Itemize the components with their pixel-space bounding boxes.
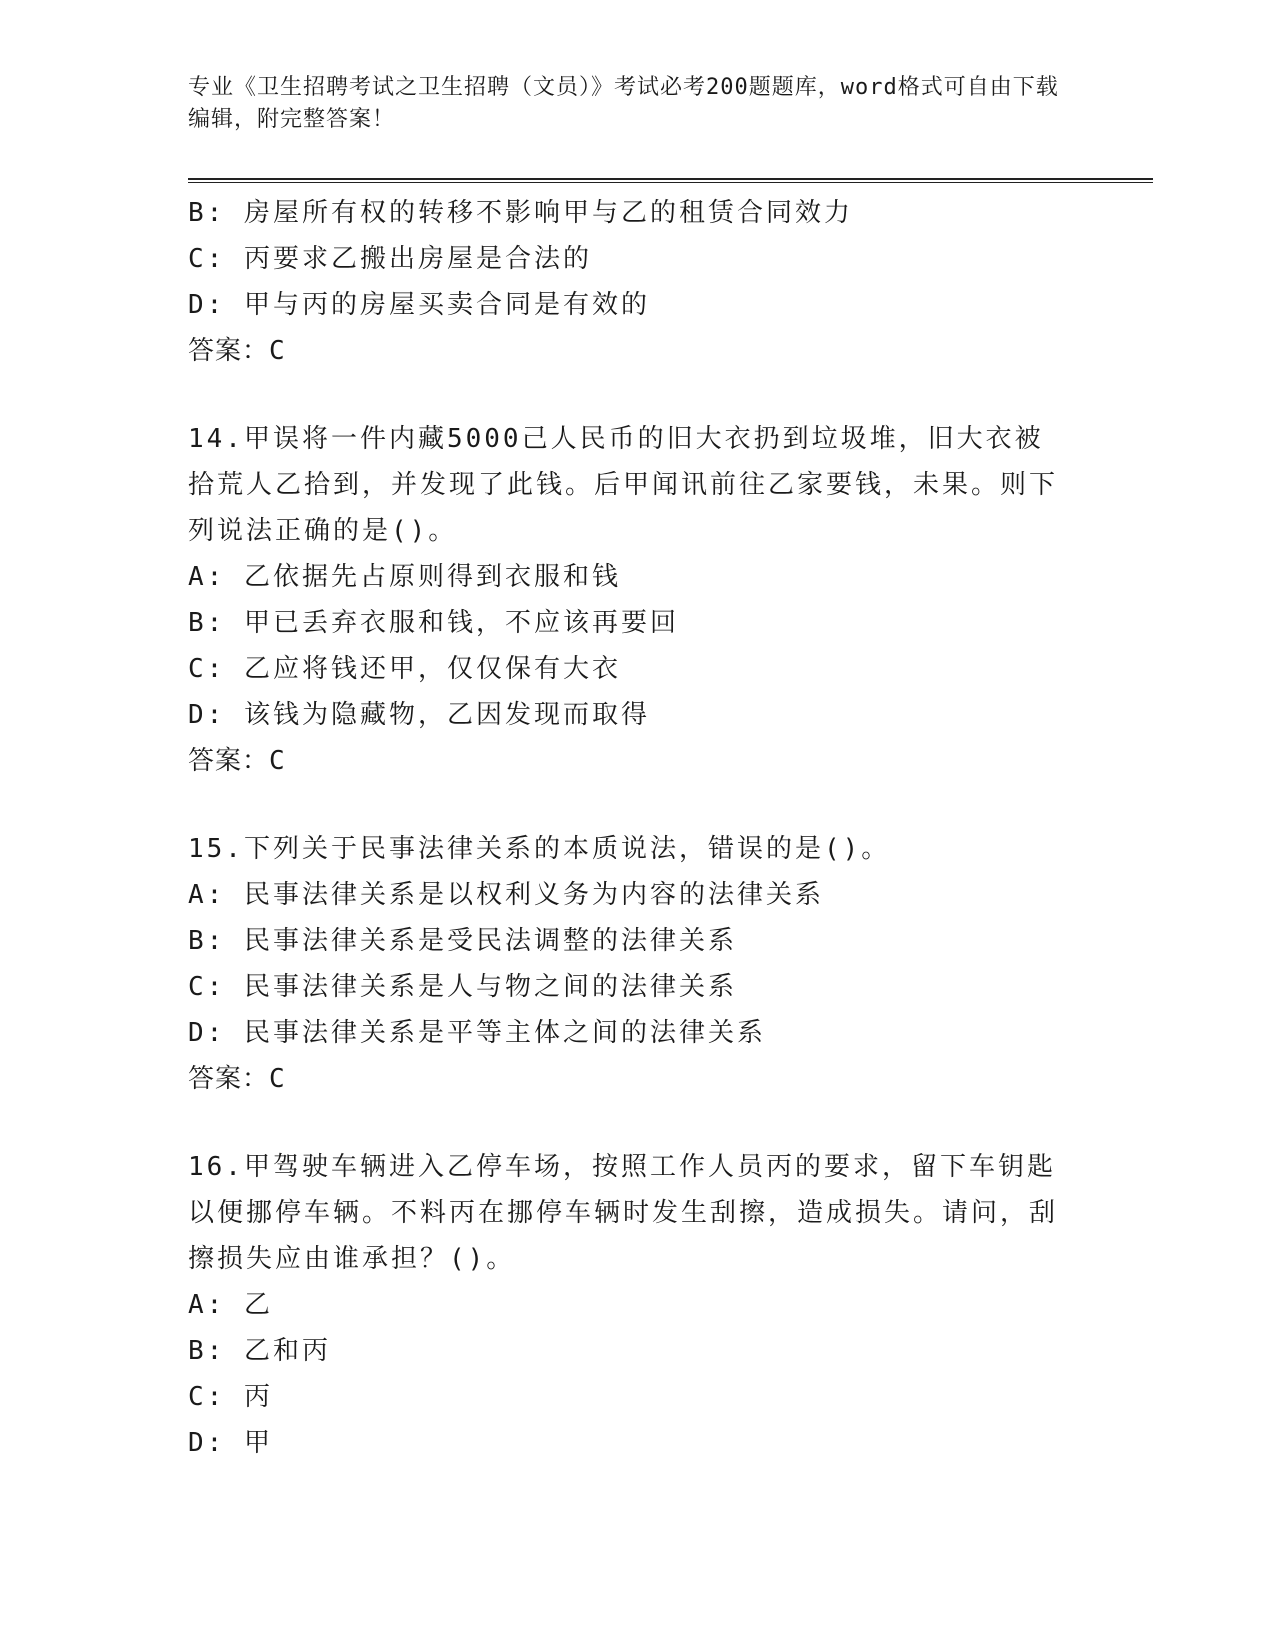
option-c: C: 乙应将钱还甲，仅仅保有大衣 xyxy=(188,654,621,684)
header-divider xyxy=(188,178,1153,183)
answer: 答案：C xyxy=(188,336,286,366)
page-header: 专业《卫生招聘考试之卫生招聘（文员）》考试必考200题题库，word格式可自由下载编辑，附完整答案！ xyxy=(188,75,1059,132)
option-b: B: 民事法律关系是受民法调整的法律关系 xyxy=(188,926,737,956)
option-b: B: 房屋所有权的转移不影响甲与乙的租赁合同效力 xyxy=(188,198,853,228)
option-b: B: 乙和丙 xyxy=(188,1336,331,1366)
option-d: D: 民事法律关系是平等主体之间的法律关系 xyxy=(188,1018,766,1048)
option-d: D: 甲 xyxy=(188,1428,273,1458)
question-text: 14.甲误将一件内藏5000己人民币的旧大衣扔到垃圾堆，旧大衣被拾荒人乙拾到，并发现了此钱。后甲闻讯前往乙家要钱，未果。则下列说法正确的是()。 xyxy=(188,424,1059,546)
question-16 xyxy=(188,1144,1088,1466)
option-c: C: 丙要求乙搬出房屋是合法的 xyxy=(188,244,592,274)
option-a: A: 民事法律关系是以权利义务为内容的法律关系 xyxy=(188,880,824,910)
spacer xyxy=(188,784,1088,826)
question-14 xyxy=(188,416,1088,784)
document-content xyxy=(188,190,1088,1466)
option-d: D: 该钱为隐藏物，乙因发现而取得 xyxy=(188,700,650,730)
question-15 xyxy=(188,826,1088,1102)
question-text: 16.甲驾驶车辆进入乙停车场，按照工作人员丙的要求，留下车钥匙以便挪停车辆。不料丙在挪停车辆时发生刮擦，造成损失。请问，刮擦损失应由谁承担？()。 xyxy=(188,1152,1059,1274)
question-text: 15.下列关于民事法律关系的本质说法，错误的是()。 xyxy=(188,834,891,864)
option-d: D: 甲与丙的房屋买卖合同是有效的 xyxy=(188,290,650,320)
option-a: A: 乙依据先占原则得到衣服和钱 xyxy=(188,562,621,592)
question-13-continued xyxy=(188,190,1088,374)
spacer xyxy=(188,374,1088,416)
spacer xyxy=(188,1102,1088,1144)
answer: 答案：C xyxy=(188,746,286,776)
option-c: C: 民事法律关系是人与物之间的法律关系 xyxy=(188,972,737,1002)
answer: 答案：C xyxy=(188,1064,286,1094)
option-c: C: 丙 xyxy=(188,1382,273,1412)
option-a: A: 乙 xyxy=(188,1290,273,1320)
option-b: B: 甲已丢弃衣服和钱，不应该再要回 xyxy=(188,608,679,638)
